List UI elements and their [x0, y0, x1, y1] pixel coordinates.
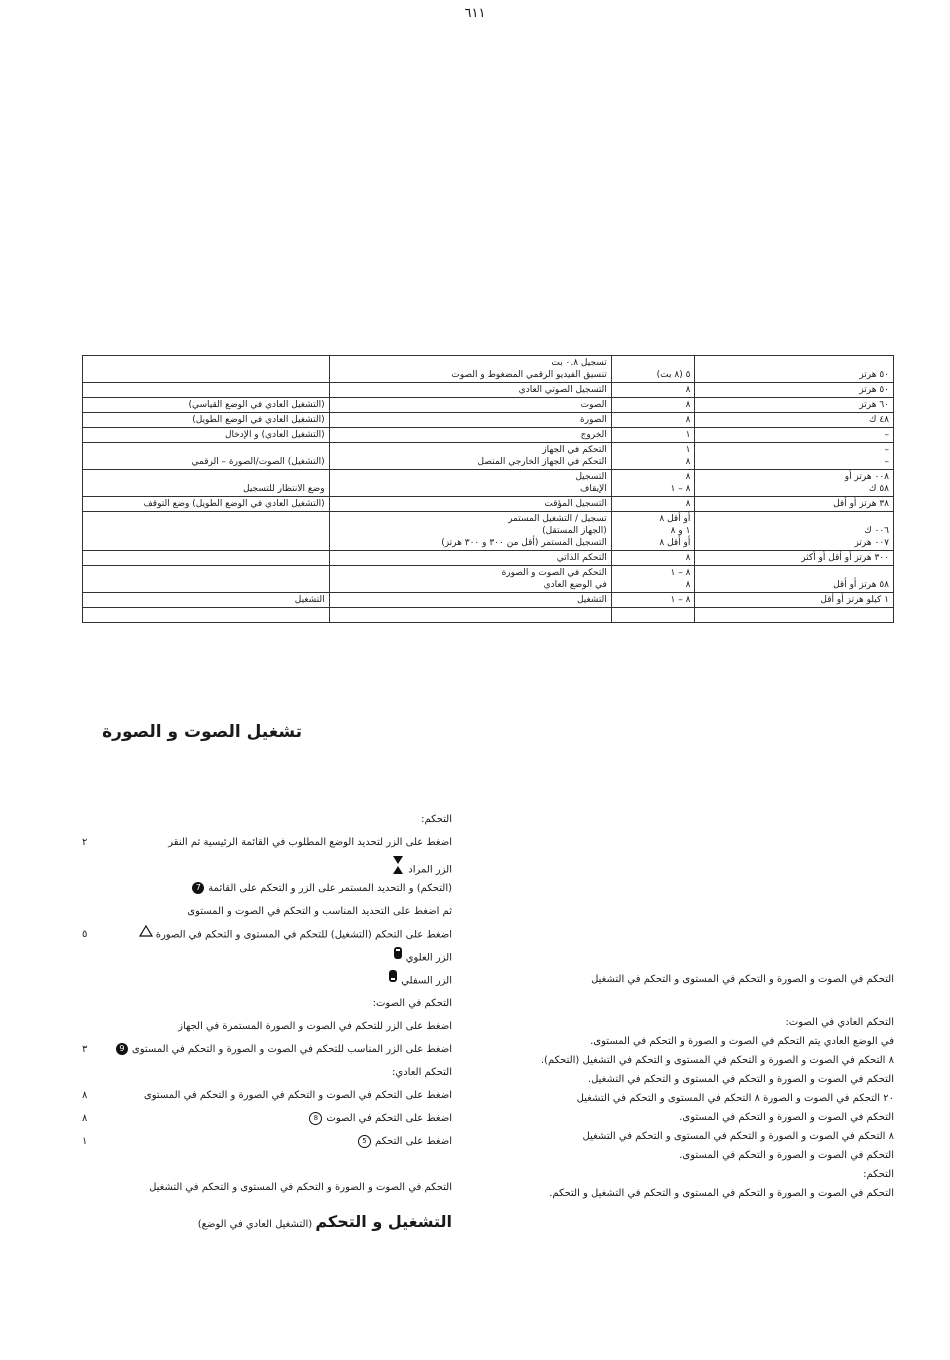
- instruction-text-wrap: [100, 808, 452, 831]
- table-row: [83, 470, 894, 497]
- cell-line: ﺍﻟﺘﺴﺠﻴﻞ ﺍﻟﺼﻮﺗﻲ ﺍﻟﻌﺎﺩﻱ: [518, 385, 607, 395]
- cell-line: ٤٨ ﻙ: [869, 415, 889, 425]
- cell-condition: [83, 470, 330, 497]
- cell-value: [611, 566, 695, 593]
- table-row: [83, 512, 894, 551]
- instruction-list: [82, 808, 452, 1153]
- cell-line: ﺍﻟﺼﻮﺕ: [580, 400, 607, 410]
- instruction-line: [82, 877, 452, 900]
- cell-frequency: [695, 356, 894, 383]
- instruction-line: [82, 1015, 452, 1038]
- cell-condition: [83, 428, 330, 443]
- cell-line: (ﺍﻟﺘﺸﻐﻴﻞ) ﺍﻟﺼﻮﺕ/ﺍﻟﺼﻮﺭﺓ – ﺍﻟﺮﻗﻤﻲ: [191, 457, 325, 467]
- table-row: [83, 551, 894, 566]
- bottom-heading: [82, 1212, 452, 1231]
- cell-line: ٥٠ ﻫﺮﺗﺰ: [859, 385, 889, 395]
- cell-line: ٥ (٨ ﺑﺖ): [656, 370, 691, 380]
- cell-line: ٨: [685, 400, 691, 410]
- cell-condition: [83, 593, 330, 608]
- table-row: [83, 443, 894, 470]
- cell-line: ﺍﻟﺘﺤﻜﻢ ﻓﻲ ﺍﻟﺼﻮﺕ ﻭ ﺍﻟﺼﻮﺭﺓ: [501, 568, 607, 578]
- cell-line: ﺍﻟﺨﺮﻭﺝ: [580, 430, 607, 440]
- table-row: [83, 428, 894, 443]
- cell-line: (ﺍﻟﺘﺸﻐﻴﻞ ﺍﻟﻌﺎﺩﻱ) ﻭ ﺍﻹﺩﺧﺎﻝ: [224, 430, 325, 440]
- section-title: ﺗﺸﻐﻴﻞ ﺍﻟﺼﻮﺕ ﻭ ﺍﻟﺼﻮﺭﺓ: [102, 722, 302, 742]
- cell-line: ﺗﻨﺴﻴﻖ ﺍﻟﻔﻴﺪﻳﻮ ﺍﻟﺮﻗﻤﻲ ﺍﻟﻤﻀﻐﻮﻁ ﻭ ﺍﻟﺼﻮﺕ: [451, 370, 607, 380]
- instruction-text: ﺛﻢ ﺍﺿﻐﻂ ﻋﻠﻰ ﺍﻟﺘﺤﺪﻳﺪ ﺍﻟﻤﻨﺎﺳﺐ ﻭ ﺍﻟﺘﺤﻜﻢ ﻓﻲ ﺍﻟﺼﻮﺕ ﻭ ﺍﻟﻤﺴﺘﻮﻯ: [187, 906, 452, 917]
- cell-line: ﺗﺴﺠﻴﻞ / ﺍﻟﺘﺸﻐﻴﻞ ﺍﻟﻤﺴﺘﻤﺮ: [508, 514, 607, 524]
- instruction-line: [82, 992, 452, 1015]
- cell-value: [611, 383, 695, 398]
- instruction-line: [82, 923, 452, 946]
- instruction-text: ﺍﻟﺰﺭ ﺍﻟﻤﺮﺍﺩ: [408, 864, 452, 876]
- cell-frequency: [695, 551, 894, 566]
- cell-line: ٨: [685, 385, 691, 395]
- cell-line: ٣٨ ﻫﺮﺗﺰ ﺃﻭ ﺃﻗﻞ: [833, 499, 889, 509]
- cell-frequency: [695, 383, 894, 398]
- cell-mode: [329, 413, 611, 428]
- step-number: ٢: [82, 837, 88, 848]
- cell-condition: [83, 608, 330, 623]
- button-bottom-icon: [388, 969, 398, 992]
- cell-line: ﺍﻹﻳﻘﺎﻑ: [580, 484, 607, 494]
- step-number: ٨: [82, 1113, 88, 1124]
- table-row: [83, 497, 894, 512]
- instruction-line: [82, 808, 452, 831]
- table-row: [83, 398, 894, 413]
- instruction-text: ﺍﻟﺰﺭ ﺍﻟﻌﻠﻮﻱ: [405, 952, 452, 964]
- cell-value: [611, 356, 695, 383]
- instruction-text-wrap: [100, 946, 452, 970]
- cell-frequency: [695, 443, 894, 470]
- instruction-line: [82, 900, 452, 923]
- cell-condition: [83, 566, 330, 593]
- bottom-heading-main: ﺍﻟﺘﺸﻐﻴﻞ ﻭ ﺍﻟﺘﺤﻜﻢ: [315, 1212, 452, 1231]
- callout-badge: 7: [192, 882, 204, 894]
- instruction-line: [82, 969, 452, 992]
- instruction-text: ﺍﻟﺘﺤﻜﻢ ﻓﻲ ﺍﻟﺼﻮﺕ:: [372, 998, 452, 1009]
- cell-condition: [83, 443, 330, 470]
- cell-line: –: [884, 430, 889, 440]
- cell-line: ١: [685, 430, 691, 440]
- paragraph-line: ﺍﻟﺘﺤﻜﻢ ﻓﻲ ﺍﻟﺼﻮﺕ ﻭ ﺍﻟﺼﻮﺭﺓ ﻭ ﺍﻟﺘﺤﻜﻢ ﻓﻲ ﺍﻟﻤﺴﺘﻮﻯ ﻭ ﺍﻟﺘﺤﻜﻢ ﻓﻲ ﺍﻟﺘﺸﻐﻴﻞ: [591, 974, 894, 985]
- cell-mode: [329, 398, 611, 413]
- instruction-line: [82, 831, 452, 854]
- cell-frequency: [695, 512, 894, 551]
- step-number: ٣: [82, 1044, 88, 1055]
- cell-frequency: [695, 413, 894, 428]
- cell-line: ٨ – ١: [670, 484, 691, 494]
- cell-mode: [329, 551, 611, 566]
- cell-mode: [329, 443, 611, 470]
- paragraph-line: ٨ ﺍﻟﺘﺤﻜﻢ ﻓﻲ ﺍﻟﺼﻮﺕ ﻭ ﺍﻟﺼﻮﺭﺓ ﻭ ﺍﻟﺘﺤﻜﻢ ﻓﻲ ﺍﻟﻤﺴﺘﻮﻯ ﻭ ﺍﻟﺘﺤﻜﻢ ﻓﻲ ﺍﻟﺘﺸﻐﻴﻞ (ﺍﻟﺘﺤﻜﻢ).: [540, 1055, 894, 1066]
- cell-mode: [329, 428, 611, 443]
- cell-frequency: [695, 593, 894, 608]
- instruction-line: [82, 1061, 452, 1084]
- cell-line: ١ ﻛﻴﻠﻮ ﻫﺮﺗﺰ ﺃﻭ ﺃﻗﻞ: [820, 595, 889, 605]
- cell-value: [611, 593, 695, 608]
- left-footer-note: ﺍﻟﺘﺤﻜﻢ ﻓﻲ ﺍﻟﺼﻮﺕ ﻭ ﺍﻟﺼﻮﺭﺓ ﻭ ﺍﻟﺘﺤﻜﻢ ﻓﻲ ﺍﻟﻤﺴﺘﻮﻯ ﻭ ﺍﻟﺘﺤﻜﻢ ﻓﻲ ﺍﻟﺘﺸﻐﻴﻞ: [149, 1182, 452, 1193]
- paragraph-line: ﺍﻟﺘﺤﻜﻢ ﻓﻲ ﺍﻟﺼﻮﺕ ﻭ ﺍﻟﺼﻮﺭﺓ ﻭ ﺍﻟﺘﺤﻜﻢ ﻓﻲ ﺍﻟﻤﺴﺘﻮﻯ ﻭ ﺍﻟﺘﺤﻜﻢ ﻓﻲ ﺍﻟﺘﺸﻐﻴﻞ ﻭ ﺍﻟﺘﺤﻜﻢ.: [549, 1188, 894, 1199]
- bottom-heading-sub: (ﺍﻟﺘﺸﻐﻴﻞ ﺍﻟﻌﺎﺩﻱ ﻓﻲ ﺍﻟﻮﺿﻊ): [197, 1219, 313, 1230]
- cell-line: ﺍﻟﺘﺤﻜﻢ ﻓﻲ ﺍﻟﺠﻬﺎﺯ: [542, 445, 607, 455]
- cell-mode: [329, 383, 611, 398]
- cell-line: ٨: [685, 499, 691, 509]
- paragraph-line: ﺍﻟﺘﺤﻜﻢ ﺍﻟﻌﺎﺩﻱ ﻓﻲ ﺍﻟﺼﻮﺕ:: [785, 1017, 894, 1028]
- cell-line: ﺍﻟﺘﺴﺠﻴﻞ ﺍﻟﻤﺴﺘﻤﺮ (ﺃﻗﻞ ﻣﻦ ٣٠٠ ﻭ ٣٠٠ ﻫﺮﺗﺰ): [441, 538, 607, 548]
- cell-line: ٨ – ١: [670, 568, 691, 578]
- cell-line: ﺗﺴﺠﻴﻞ ٠.٨ ﺑﺖ: [551, 358, 607, 368]
- cell-condition: [83, 413, 330, 428]
- instruction-text: ﺍﺿﻐﻂ ﻋﻠﻰ ﺍﻟﺘﺤﻜﻢ (ﺍﻟﺘﺸﻐﻴﻞ) ﻟﻠﺘﺤﻜﻢ ﻓﻲ ﺍﻟﻤﺴﺘﻮﻯ ﻭ ﺍﻟﺘﺤﻜﻢ ﻓﻲ ﺍﻟﺼﻮﺭﺓ: [155, 929, 452, 941]
- triangle-outline-icon: [139, 923, 153, 946]
- cell-frequency: [695, 428, 894, 443]
- cell-line: ﺃﻭ ﺃﻗﻞ ٨: [659, 514, 691, 524]
- cell-value: [611, 608, 695, 623]
- page-number: ٦١١: [464, 6, 486, 21]
- table-row: [83, 413, 894, 428]
- instruction-text-wrap: [100, 1107, 452, 1130]
- cell-line: ﺍﻟﺘﺤﻜﻢ ﻓﻲ ﺍﻟﺠﻬﺎﺯ ﺍﻟﺨﺎﺭﺟﻲ ﺍﻟﻤﺘﺼﻞ: [477, 457, 607, 467]
- instruction-text-wrap: [100, 992, 452, 1015]
- instruction-text: ﺍﺿﻐﻂ ﻋﻠﻰ ﺍﻟﺘﺤﻜﻢ ﻓﻲ ﺍﻟﺼﻮﺕ: [326, 1113, 452, 1124]
- table-row: [83, 566, 894, 593]
- cell-frequency: [695, 497, 894, 512]
- button-top-icon: [393, 946, 403, 969]
- cell-line: ﺍﻟﺘﺸﻐﻴﻞ: [294, 595, 325, 605]
- cell-line: –: [884, 457, 889, 467]
- cell-line: –: [884, 445, 889, 455]
- cell-condition: [83, 551, 330, 566]
- cell-line: (ﺍﻟﺠﻬﺎﺯ ﺍﻟﻤﺴﺘﻘﻞ): [542, 526, 607, 536]
- paragraph-line: ٢٠ ﺍﻟﺘﺤﻜﻢ ﻓﻲ ﺍﻟﺼﻮﺕ ﻭ ﺍﻟﺼﻮﺭﺓ ٨ ﺍﻟﺘﺤﻜﻢ ﻓﻲ ﺍﻟﻤﺴﺘﻮﻯ ﻭ ﺍﻟﺘﺤﻜﻢ ﻓﻲ ﺍﻟﺘﺸﻐﻴﻞ: [576, 1093, 894, 1104]
- cell-line: ﻓﻲ ﺍﻟﻮﺿﻊ ﺍﻟﻌﺎﺩﻱ: [543, 580, 607, 590]
- step-number: ١: [82, 1136, 88, 1147]
- cell-line: ٨: [685, 553, 691, 563]
- cell-value: [611, 497, 695, 512]
- step-number: ٨: [82, 1090, 88, 1101]
- cell-line: ٥٠ ﻫﺮﺗﺰ: [859, 370, 889, 380]
- cell-value: [611, 551, 695, 566]
- instruction-text: ﺍﺿﻐﻂ ﻋﻠﻰ ﺍﻟﺰﺭ ﻟﻠﺘﺤﻜﻢ ﻓﻲ ﺍﻟﺼﻮﺕ ﻭ ﺍﻟﺼﻮﺭﺓ ﺍﻟﻤﺴﺘﻤﺮﺓ ﻓﻲ ﺍﻟﺠﻬﺎﺯ: [178, 1021, 452, 1032]
- cell-condition: [83, 497, 330, 512]
- instruction-line: [82, 1107, 452, 1130]
- cell-line: ٥٨ ﻫﺮﺗﺰ ﺃﻭ ﺃﻗﻞ: [833, 580, 889, 590]
- cell-mode: [329, 608, 611, 623]
- instruction-line: [82, 854, 452, 877]
- instruction-text: ﺍﻟﺘﺤﻜﻢ:: [421, 814, 452, 825]
- callout-ring: 5: [358, 1135, 371, 1148]
- cell-mode: [329, 566, 611, 593]
- instruction-text: ﺍﺿﻐﻂ ﻋﻠﻰ ﺍﻟﺰﺭ ﺍﻟﻤﻨﺎﺳﺐ ﻟﻠﺘﺤﻜﻢ ﻓﻲ ﺍﻟﺼﻮﺕ ﻭ ﺍﻟﺼﻮﺭﺓ ﻭ ﺍﻟﺘﺤﻜﻢ ﻓﻲ ﺍﻟﻤﺴﺘﻮﻯ: [131, 1044, 452, 1055]
- right-text-column: [522, 970, 894, 1203]
- paragraph-line: ﺍﻟﺘﺤﻜﻢ:: [863, 1169, 894, 1180]
- cell-line: ﺍﻟﺘﺴﺠﻴﻞ ﺍﻟﻤﺆﻗﺖ: [544, 499, 607, 509]
- cell-mode: [329, 470, 611, 497]
- cell-line: (ﺍﻟﺘﺸﻐﻴﻞ ﺍﻟﻌﺎﺩﻱ ﻓﻲ ﺍﻟﻮﺿﻊ ﺍﻟﻄﻮﻳﻞ): [192, 415, 325, 425]
- cell-line: (ﺍﻟﺘﺸﻐﻴﻞ ﺍﻟﻌﺎﺩﻱ ﻓﻲ ﺍﻟﻮﺿﻊ ﺍﻟﻄﻮﻳﻞ) ﻭﺿﻊ ﺍﻟﺘﻮﻗﻒ: [143, 499, 325, 509]
- cell-value: [611, 512, 695, 551]
- cell-line: ٣٠٠ ﻫﺮﺗﺰ ﺃﻭ ﺃﻗﻞ ﺃﻭ ﺃﻛﺜﺮ: [801, 553, 889, 563]
- instruction-line: [82, 1130, 452, 1153]
- cell-value: [611, 428, 695, 443]
- cell-line: ﺍﻟﺘﺤﻜﻢ ﺍﻟﺬﺍﺗﻲ: [556, 553, 607, 563]
- cell-condition: [83, 398, 330, 413]
- cell-line: ١: [685, 445, 691, 455]
- cell-line: ٠٠٨ ﻫﺮﺗﺰ ﺃﻭ: [844, 472, 889, 482]
- cell-frequency: [695, 470, 894, 497]
- instruction-line: [82, 1084, 452, 1107]
- instruction-text-wrap: [100, 923, 452, 947]
- cell-frequency: [695, 566, 894, 593]
- cell-condition: [83, 512, 330, 551]
- cell-line: ٠٠٦ ﻙ: [864, 526, 889, 536]
- instruction-text-wrap: [100, 1015, 452, 1038]
- cell-line: ٨: [685, 472, 691, 482]
- instruction-text: ﺍﺿﻐﻂ ﻋﻠﻰ ﺍﻟﺘﺤﻜﻢ ﻓﻲ ﺍﻟﺼﻮﺕ ﻭ ﺍﻟﺘﺤﻜﻢ ﻓﻲ ﺍﻟﺼﻮﺭﺓ ﻭ ﺍﻟﺘﺤﻜﻢ ﻓﻲ ﺍﻟﻤﺴﺘﻮﻯ: [143, 1090, 452, 1101]
- paragraph-line: ﻓﻲ ﺍﻟﻮﺿﻊ ﺍﻟﻌﺎﺩﻱ ﻳﺘﻢ ﺍﻟﺘﺤﻜﻢ ﻓﻲ ﺍﻟﺼﻮﺕ ﻭ ﺍﻟﺼﻮﺭﺓ ﻭ ﺍﻟﺘﺤﻜﻢ ﻓﻲ ﺍﻟﻤﺴﺘﻮﻯ.: [590, 1036, 894, 1047]
- paragraph-line: ﺍﻟﺘﺤﻜﻢ ﻓﻲ ﺍﻟﺼﻮﺕ ﻭ ﺍﻟﺼﻮﺭﺓ ﻭ ﺍﻟﺘﺤﻜﻢ ﻓﻲ ﺍﻟﻤﺴﺘﻮﻯ.: [679, 1112, 894, 1123]
- cell-value: [611, 413, 695, 428]
- table-row: [83, 593, 894, 608]
- instruction-text-wrap: [100, 1038, 452, 1061]
- cell-value: [611, 398, 695, 413]
- paragraph-line: ﺍﻟﺘﺤﻜﻢ ﻓﻲ ﺍﻟﺼﻮﺕ ﻭ ﺍﻟﺼﻮﺭﺓ ﻭ ﺍﻟﺘﺤﻜﻢ ﻓﻲ ﺍﻟﻤﺴﺘﻮﻯ.: [679, 1150, 894, 1161]
- paragraph-line: ﺍﻟﺘﺤﻜﻢ ﻓﻲ ﺍﻟﺼﻮﺕ ﻭ ﺍﻟﺼﻮﺭﺓ ﻭ ﺍﻟﺘﺤﻜﻢ ﻓﻲ ﺍﻟﻤﺴﺘﻮﻯ ﻭ ﺍﻟﺘﺤﻜﻢ ﻓﻲ ﺍﻟﺘﺸﻐﻴﻞ.: [587, 1074, 894, 1085]
- instruction-text: (ﺍﻟﺘﺤﻜﻢ) ﻭ ﺍﻟﺘﺤﺪﻳﺪ ﺍﻟﻤﺴﺘﻤﺮ ﻋﻠﻰ ﺍﻟﺰﺭ ﻭ ﺍﻟﺘﺤﻜﻢ ﻋﻠﻰ ﺍﻟﻘﺎﺋﻤﺔ: [208, 883, 452, 894]
- cell-mode: [329, 356, 611, 383]
- instruction-text-wrap: [100, 969, 452, 993]
- instruction-text-wrap: [100, 1061, 452, 1084]
- instruction-line: [82, 1038, 452, 1061]
- cell-mode: [329, 593, 611, 608]
- callout-badge: 9: [116, 1043, 128, 1055]
- cell-line: ٨ – ١: [670, 595, 691, 605]
- cell-line: ﻭﺿﻊ ﺍﻻﻧﺘﻈﺎﺭ ﻟﻠﺘﺴﺠﻴﻞ: [243, 484, 325, 494]
- table-row: [83, 356, 894, 383]
- instruction-text-wrap: [100, 877, 452, 900]
- cell-line: ٨: [685, 580, 691, 590]
- instruction-text: ﺍﻟﺰﺭ ﺍﻟﺴﻔﻠﻲ: [401, 975, 452, 987]
- cell-line: ﺍﻟﺘﺸﻐﻴﻞ: [576, 595, 607, 605]
- instruction-text: ﺍﺿﻐﻂ ﻋﻠﻰ ﺍﻟﺰﺭ ﻟﺘﺤﺪﻳﺪ ﺍﻟﻮﺿﻊ ﺍﻟﻤﻄﻠﻮﺏ ﻓﻲ ﺍﻟﻘﺎﺋﻤﺔ ﺍﻟﺮﺋﻴﺴﻴﺔ ﺛﻢ ﺍﻟﻨﻘﺮ: [168, 837, 452, 848]
- cell-value: [611, 470, 695, 497]
- cell-line: ﺍﻟﺼﻮﺭﺓ: [580, 415, 607, 425]
- cell-line: ٠٠٧ ﻫﺮﺗﺰ: [854, 538, 889, 548]
- cell-value: [611, 443, 695, 470]
- instruction-text-wrap: [100, 831, 452, 854]
- instruction-text-wrap: [100, 1084, 452, 1107]
- table-row: [83, 608, 894, 623]
- cell-condition: [83, 383, 330, 398]
- step-number: ٥: [82, 929, 88, 940]
- paragraph-line: ٨ ﺍﻟﺘﺤﻜﻢ ﻓﻲ ﺍﻟﺼﻮﺕ ﻭ ﺍﻟﺼﻮﺭﺓ ﻭ ﺍﻟﺘﺤﻜﻢ ﻓﻲ ﺍﻟﻤﺴﺘﻮﻯ ﻭ ﺍﻟﺘﺤﻜﻢ ﻓﻲ ﺍﻟﺘﺸﻐﻴﻞ: [582, 1131, 894, 1142]
- cell-line: ٨: [685, 457, 691, 467]
- cell-mode: [329, 512, 611, 551]
- cell-line: (ﺍﻟﺘﺸﻐﻴﻞ ﺍﻟﻌﺎﺩﻱ ﻓﻲ ﺍﻟﻮﺿﻊ ﺍﻟﻘﻴﺎﺳﻲ): [188, 400, 325, 410]
- cell-frequency: [695, 398, 894, 413]
- cell-line: ٦٠ ﻫﺮﺗﺰ: [859, 400, 889, 410]
- table-row: [83, 383, 894, 398]
- paragraph-gap: [522, 989, 894, 1013]
- callout-ring: 8: [309, 1112, 322, 1125]
- cell-condition: [83, 356, 330, 383]
- instruction-text-wrap: [100, 1130, 452, 1153]
- cell-mode: [329, 497, 611, 512]
- spec-table: [82, 355, 894, 623]
- cell-line: ﺍﻟﺘﺴﺠﻴﻞ: [575, 472, 607, 482]
- instruction-line: [82, 946, 452, 969]
- cell-line: ٥٨ ﻙ: [869, 484, 889, 494]
- cell-line: ٨: [685, 415, 691, 425]
- instruction-text: ﺍﻟﺘﺤﻜﻢ ﺍﻟﻌﺎﺩﻱ:: [392, 1067, 452, 1078]
- cell-line: ١ ﻭ ٨: [670, 526, 691, 536]
- cell-line: ﺃﻭ ﺃﻗﻞ ٨: [659, 538, 691, 548]
- instruction-text: ﺍﺿﻐﻂ ﻋﻠﻰ ﺍﻟﺘﺤﻜﻢ: [374, 1136, 452, 1147]
- instruction-text-wrap: [100, 900, 452, 923]
- cell-frequency: [695, 608, 894, 623]
